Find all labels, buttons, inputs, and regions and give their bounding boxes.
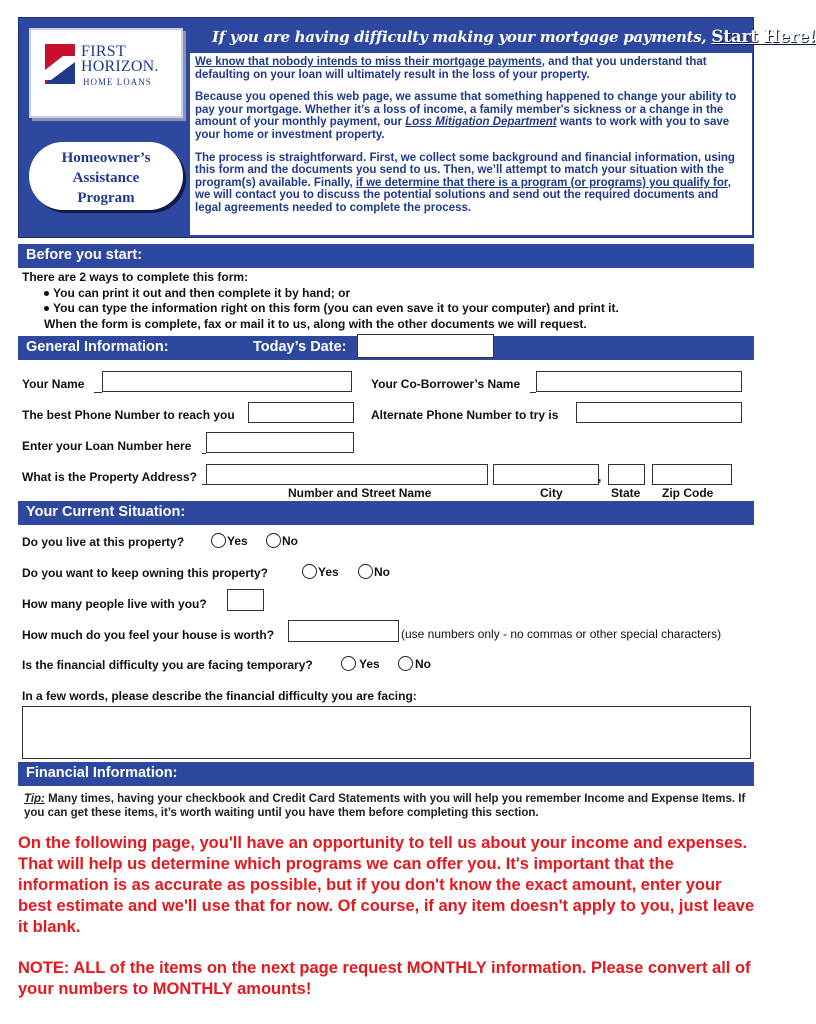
financial-tip [24,792,752,820]
zip-code-field[interactable] [652,464,732,485]
property-address-label: What is the Property Address? [22,470,197,484]
intro-p3-underlined: if we determine that there is a program (or programs) you qualify for [355,176,728,189]
zip-sublabel: Zip Code [662,486,714,500]
coborrower-name-field[interactable] [536,371,742,392]
current-situation-bar [18,501,754,525]
house-worth-note: (use numbers only - no commas or other special characters) [401,627,722,641]
house-worth-question: How much do you feel your house is worth? [22,628,275,642]
program-title-line2: Assistance [72,170,140,186]
headline-text: If you are having difficulty making your mortgage payments, [212,28,707,46]
temporary-yes-label: Yes [359,657,380,671]
street-address-field[interactable] [206,464,488,485]
address-comma: , [598,470,602,484]
temporary-yes-radio[interactable] [341,656,356,671]
monthly-note: NOTE: ALL of the items on the next page request MONTHLY information. Please convert all of your numbers to MONTHLY amounts! [18,959,751,998]
your-name-field[interactable] [102,371,352,392]
your-name-label: Your Name [22,377,85,391]
loan-number-label: Enter your Loan Number here [22,439,192,453]
difficulty-description-textarea[interactable] [22,706,751,759]
before-line-2: When the form is complete, fax or mail it to us, along with the other documents we will request. [44,317,587,331]
keep-property-question: Do you want to keep owning this property? [22,566,269,580]
city-sublabel: City [540,486,563,500]
temporary-no-label: No [415,657,431,671]
loss-mitigation-text: Loss Mitigation Department [405,116,557,129]
keep-yes-radio[interactable] [302,564,317,579]
loan-number-field[interactable] [206,432,354,453]
headline [212,27,816,47]
tip-label: Tip: [24,793,45,805]
state-sublabel: State [611,486,641,500]
intro-p1-rest: , and that you understand that defaulting on your loan will ultimately result in the loss of your property. [195,56,707,81]
start-here-text: Start Here! [711,27,816,47]
alt-phone-field[interactable] [576,402,742,423]
coborrower-label: Your Co-Borrower’s Name [371,377,521,391]
live-yes-radio[interactable] [211,533,226,548]
logo-word-home-loans: HOME LOANS [83,77,152,87]
intro-p2-a: Because you opened this web page, we assume that something happened to change your ability to pay your mortgage. Whether it’s a loss of income, a family member's sickness or a change in the amount of your monthly payment, our [195,91,737,129]
describe-difficulty-question: In a few words, please describe the financial difficulty you are facing: [22,689,417,703]
live-no-radio[interactable] [266,533,281,548]
current-situation-title: Your Current Situation: [26,504,186,520]
state-field[interactable] [608,464,645,485]
financial-information-title: Financial Information: [26,765,178,781]
header-panel [18,17,816,238]
intro-p3-a: The process is straightforward. First, we collect some background and financial information, using this form and the documents you send to us. Then, we’ll attempt to match your situation with the program(s) available. Finally, [195,151,735,189]
keep-no-label: No [374,565,390,579]
financial-information-bar [18,762,754,786]
house-worth-field[interactable] [288,620,399,642]
intro-p1-underlined: We know that nobody intends to miss their mortgage payments [195,56,542,68]
before-bullet-1 [44,286,350,300]
keep-no-radio[interactable] [358,564,373,579]
before-line-1: There are 2 ways to complete this form: [22,270,249,284]
intro-p3-b: , we will contact you to discuss the potential solutions and send out the required documents and legal agreements needed to complete the process. [195,176,731,214]
best-phone-label: The best Phone Number to reach you [22,408,235,422]
alt-phone-label: Alternate Phone Number to try is [371,408,559,422]
program-title-line1: Homeowner’s [61,150,151,166]
general-information-title: General Information: [26,339,169,355]
program-title-line3: Program [77,190,135,206]
first-horizon-logo-icon [45,44,75,84]
tip-text: Many times, having your checkbook and Credit Card Statements with you will help you remember Income and Expense Items. If you can get these items, it’s worth waiting until you have them before completing this section. [24,793,746,819]
before-bullet-1-text: You can print it out and then complete it by hand; or [53,286,351,300]
temporary-question: Is the financial difficulty you are facing temporary? [22,658,313,672]
logo-word-horizon: HORIZON. [81,58,159,75]
city-field[interactable] [493,464,602,485]
income-expenses-notice: On the following page, you'll have an opportunity to tell us about your income and expenses. That will help us determine which programs we can offer you. It's important that the information is as accurate as possible, but if you don't know the exact amount, enter your best estimate and we'll use that for now. Of course, if any item doesn't apply to you, just leave it blank. [18,834,755,936]
coborrower-underline [530,392,536,393]
live-at-property-question: Do you live at this property? [22,535,185,549]
bullet-icon [44,291,49,296]
intro-paragraph-3 [195,152,747,215]
people-count-field[interactable] [227,589,264,611]
live-yes-label: Yes [227,534,248,548]
keep-yes-label: Yes [318,565,339,579]
before-you-start-bar [18,244,754,268]
before-bullet-2 [44,301,619,315]
intro-p2-b: wants to work with you to save your home or investment property. [195,116,730,141]
intro-paragraph-2 [195,91,747,141]
intro-text-box [190,53,752,235]
todays-date-field[interactable] [357,334,494,358]
live-no-label: No [282,534,298,548]
program-title-badge [29,142,183,210]
before-you-start-title: Before you start: [26,247,143,263]
best-phone-field[interactable] [248,402,354,423]
todays-date-label: Today’s Date: [253,339,347,355]
first-horizon-logo [29,28,183,118]
loan-number-underline [202,453,206,454]
your-name-underline [94,392,102,393]
before-bullet-2-text: You can type the information right on this form (you can even save it to your computer) and print it. [53,301,619,315]
people-count-question: How many people live with you? [22,597,207,611]
logo-word-first: FIRST [81,43,127,60]
intro-paragraph-1 [195,56,747,81]
street-sublabel: Number and Street Name [288,486,432,500]
bullet-icon [44,306,49,311]
temporary-no-radio[interactable] [398,656,413,671]
